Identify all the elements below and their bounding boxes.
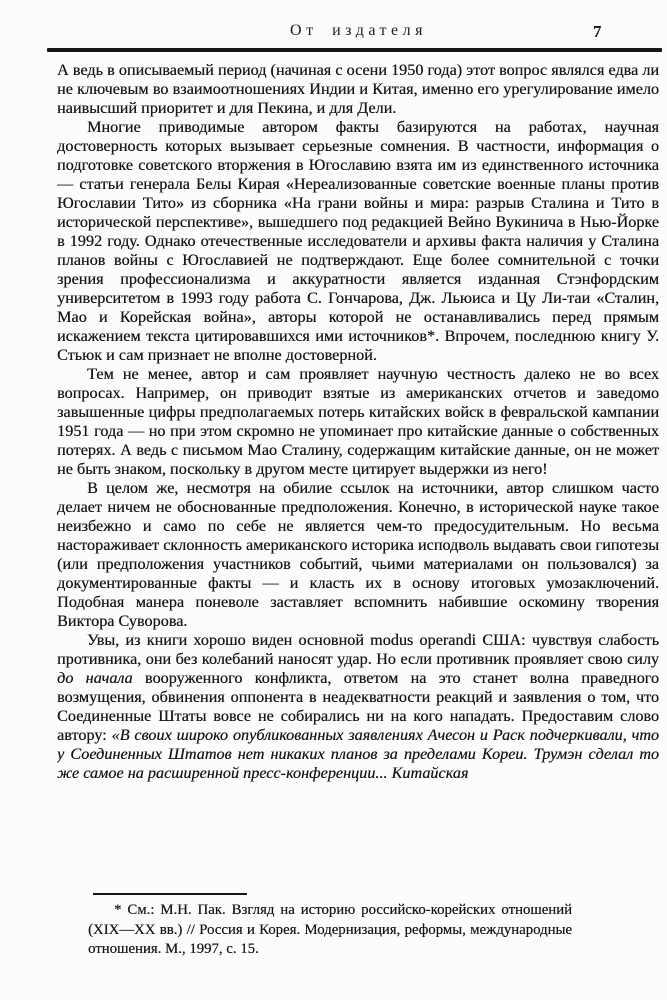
footnote-divider xyxy=(93,893,247,895)
paragraph xyxy=(57,61,659,118)
footnote xyxy=(88,901,572,960)
text-segment: * См.: М.Н. Пак. Взгляд на историю российско-корейских отношений (XIX—XX вв.) // Россия и Корея. Модернизация, реформы, международные отношения. М., 1997, с. 15. xyxy=(88,902,572,957)
paragraph xyxy=(57,365,659,479)
paragraph xyxy=(57,479,659,631)
text-segment: до начала xyxy=(57,669,133,687)
text-segment: «В своих широко опубликованных заявлениях Ачесон и Раск подчеркивали, что у Соединенных Штатов нет никаких планов за пределами Кореи. Трумэн сделал то же самое на расширенной пресс-конференции... Китайская xyxy=(57,726,659,782)
text-segment: Увы, из книги хорошо виден основной modus operandi США: чувствуя слабость противника, они без колебаний наносят удар. Но если противник проявляет свою силу xyxy=(57,631,659,668)
text-segment: А ведь в описываемый период (начиная с осени 1950 года) этот вопрос являлся едва ли не ключевым во взаимоотношениях Индии и Китая, именно его урегулирование имело наивысший приоритет и для Пекина, и для Дели. xyxy=(57,61,659,117)
header-rule xyxy=(47,48,662,52)
text-segment: Многие приводимые автором факты базируются на работах, научная достоверность которых вызывает серьезные сомнения. В частности, информация о подготовке советского вторжения в Югославию взята им из единственного источника — статьи генерала Белы Кирая «Нереализованные советские военные планы против Югославии Тито» из сборника «На грани войны и мира: разрыв Сталина и Тито в исторической перспективе», вышедшего под редакцией Вейно Вукинича в Нью-Йорке в 1992 году. Однако отечественные исследователи и архивы факта наличия у Сталина планов войны с Югославией не подтверждают. Еще более сомнительной с точки зрения профессионализма и аккуратности является изданная Стэнфордским университетом в 1993 году работа С. Гончарова, Дж. Льюиса и Цу Ли-таи «Сталин, Мао и Корейская война», авторы которой не останавливались перед прямым искажением текста цитировавшихся ими источников*. Впрочем, последнюю книгу У. Стьюк и сам признает не вполне достоверной. xyxy=(57,118,659,364)
text-segment: В целом же, несмотря на обилие ссылок на источники, автор слишком часто делает ничем не обоснованные предположения. Конечно, в исторической науке такое неизбежно и само по себе не является чем-то предосудительным. Но весьма настораживает склонность американского историка исподволь выдавать свои гипотезы (или предположения участников событий, чьими материалами он пользовался) за документированные факты — и класть их в основу итоговых умозаключений. Подобная манера поневоле заставляет вспомнить набившие оскомину творения Виктора Суворова. xyxy=(57,479,659,630)
paragraph xyxy=(88,901,572,960)
text-segment: вооруженного конфликта, ответом на это станет волна праведного возмущения, обвинения оппонента в неадекватности реакций и заявления о том, что Соединенные Штаты вовсе не собирались ни на кого нападать. Предоставим слово автору: xyxy=(57,669,659,744)
page-number: 7 xyxy=(593,22,602,41)
text-segment: Тем не менее, автор и сам проявляет научную честность далеко не во всех вопросах. Например, он приводит взятые из американских отчетов и заведомо завышенные цифры предполагаемых потерь китайских войск в февральской кампании 1951 года — но при этом скромно не упоминает про китайские данные о собственных потерях. А ведь с письмом Мао Сталину, содержащим китайские данные, он не может не быть знаком, поскольку в другом месте цитирует выдержки из него! xyxy=(57,365,659,478)
running-title: От издателя xyxy=(290,22,427,39)
body-text xyxy=(57,61,659,889)
page-header xyxy=(57,22,660,46)
paragraph xyxy=(57,631,659,783)
paragraph xyxy=(57,118,659,365)
